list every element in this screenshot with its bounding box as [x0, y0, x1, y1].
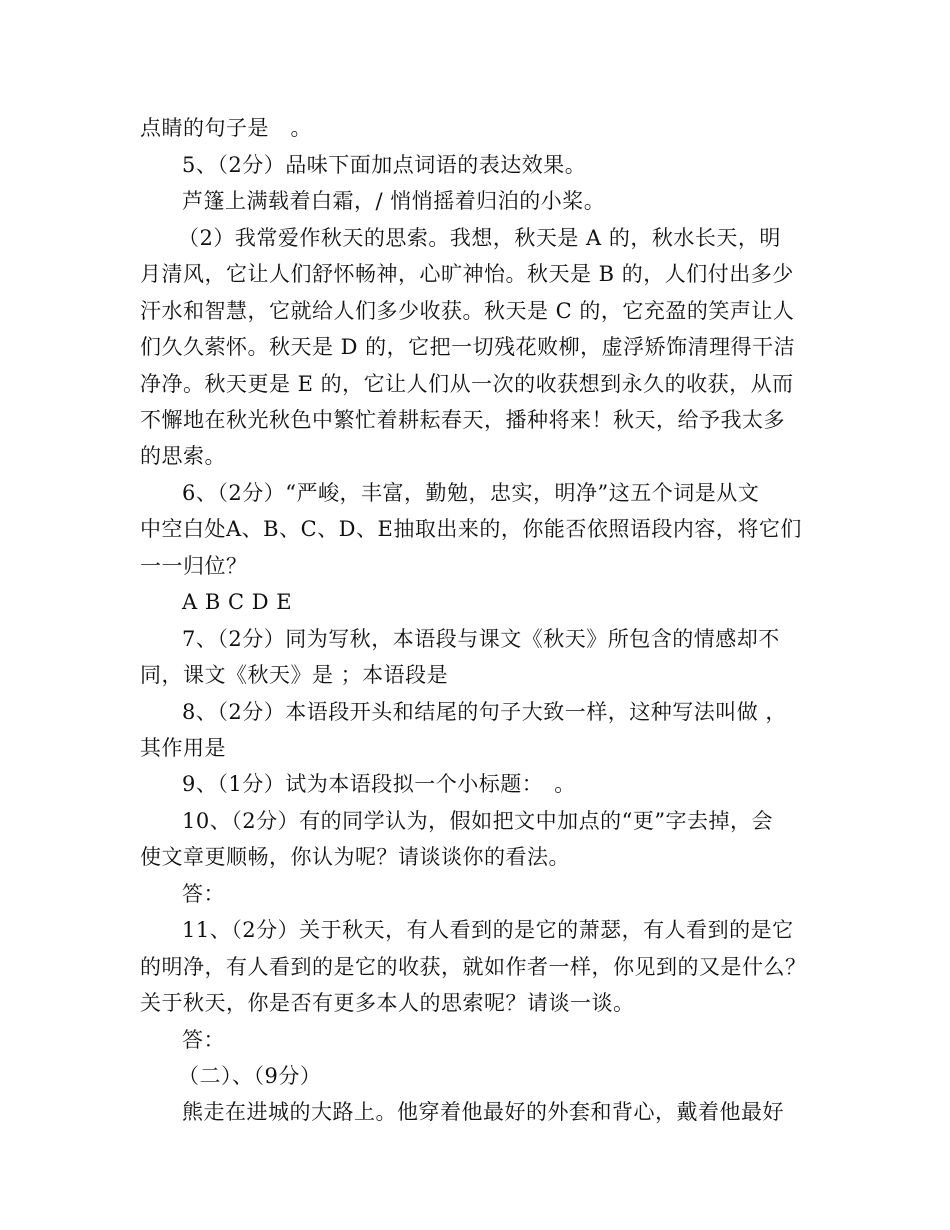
text-line: 月清风，它让人们舒怀畅神，心旷神怡。秋天是 B 的，人们付出多少: [140, 262, 794, 286]
text-line: 的思索。: [140, 444, 226, 468]
text-line: （2）我常爱作秋天的思索。我想，秋天是 A 的，秋水长天，明: [178, 226, 781, 250]
text-line: 6、（2分）“严峻，丰富，勤勉，忠实，明净”这五个词是从文: [182, 481, 760, 505]
text-line: 中空白处A、B、C、D、E抽取出来的，你能否依照语段内容，将它们: [140, 517, 802, 541]
text-line: 不懈地在秋光秋色中繁忙着耕耘春天，播种将来！秋天，给予我太多: [140, 408, 785, 432]
text-line: 同，课文《秋天》是 ；本语段是: [140, 663, 449, 687]
text-line: 的明净，有人看到的是它的收获，就如作者一样，你见到的又是什么？: [140, 955, 807, 979]
text-line: 答：: [182, 1028, 225, 1052]
text-line: 芦篷上满载着白霜，/ 悄悄摇着归泊的小桨。: [182, 189, 606, 213]
text-line: 汗水和智慧，它就给人们多少收获。秋天是 C 的，它充盈的笑声让人: [140, 299, 795, 323]
text-line: 10、（2分）有的同学认为，假如把文中加点的“更”字去掉，会: [182, 809, 774, 833]
text-line: 9、（1分）试为本语段拟一个小标题： 。: [182, 772, 576, 796]
text-line: 11、（2分）关于秋天，有人看到的是它的萧瑟，有人看到的是它: [182, 918, 794, 942]
text-line: 一一归位？: [140, 554, 248, 578]
text-line: 点睛的句子是 。: [140, 116, 312, 140]
text-line: 净净。秋天更是 E 的，它让人们从一次的收获想到永久的收获，从而: [140, 372, 794, 396]
text-line: 答：: [182, 882, 225, 906]
text-line: A B C D E: [182, 590, 293, 614]
text-line: 关于秋天，你是否有更多本人的思索呢？请谈一谈。: [140, 991, 635, 1015]
text-line: 5、（2分）品味下面加点词语的表达效果。: [182, 153, 587, 177]
text-line: 8、（2分）本语段开头和结尾的句子大致一样，这种写法叫做 ，: [182, 700, 787, 724]
text-line: 其作用是: [140, 736, 226, 760]
text-line: 使文章更顺畅，你认为呢？请谈谈你的看法。: [140, 845, 570, 869]
text-line: 7、（2分）同为写秋，本语段与课文《秋天》所包含的情感却不: [182, 627, 780, 651]
text-line: 熊走在进城的大路上。他穿着他最好的外套和背心，戴着他最好: [182, 1100, 784, 1124]
text-line: 们久久萦怀。秋天是 D 的，它把一切残花败柳，虚浮矫饰清理得干洁: [140, 335, 796, 359]
text-line: （二）、（9分）: [178, 1064, 322, 1088]
